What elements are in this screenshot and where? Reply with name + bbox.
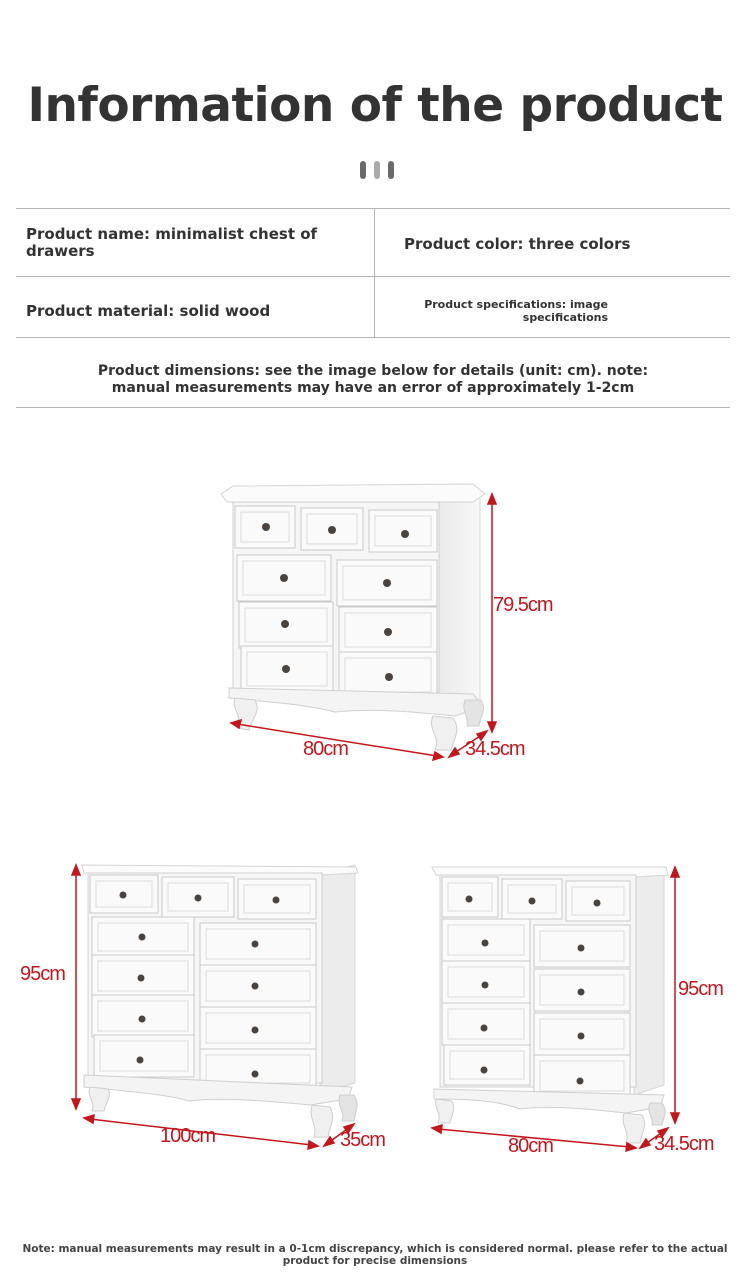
product-name: Product name: minimalist chest of drawers	[26, 225, 318, 260]
dresser-11-drawer-narrow-illustration	[420, 855, 750, 1155]
product-dimensions: Product dimensions: see the image below for details (unit: cm). note: manual measurements may have an error of approximately 1-2cm	[97, 363, 649, 396]
width-label: 80cm	[508, 1135, 553, 1157]
three-vertical-bars-icon	[357, 161, 397, 179]
product-specifications: Product specifications: image specifications	[424, 298, 608, 324]
dresser-11-drawer-wide-illustration	[10, 855, 400, 1155]
product-image-dresser-80	[215, 480, 553, 770]
product-material: Product material: solid wood	[26, 302, 271, 320]
height-label: 95cm	[678, 978, 723, 1000]
dresser-8-drawer-illustration	[215, 480, 545, 770]
footer-note: Note: manual measurements may result in a 0-1cm discrepancy, which is considered normal. please refer to the actual product for precise dimensions	[22, 1243, 728, 1267]
depth-label: 34.5cm	[654, 1133, 714, 1155]
page-title: Information of the product	[27, 78, 723, 133]
width-label: 80cm	[303, 738, 348, 760]
height-label: 79.5cm	[493, 594, 553, 616]
product-image-dresser-100	[10, 855, 400, 1155]
depth-label: 35cm	[340, 1129, 385, 1151]
product-color: Product color: three colors	[404, 235, 631, 253]
height-label: 95cm	[20, 963, 65, 985]
width-label: 100cm	[160, 1125, 216, 1147]
product-image-dresser-80-tall	[420, 855, 750, 1155]
depth-label: 34.5cm	[465, 738, 525, 760]
